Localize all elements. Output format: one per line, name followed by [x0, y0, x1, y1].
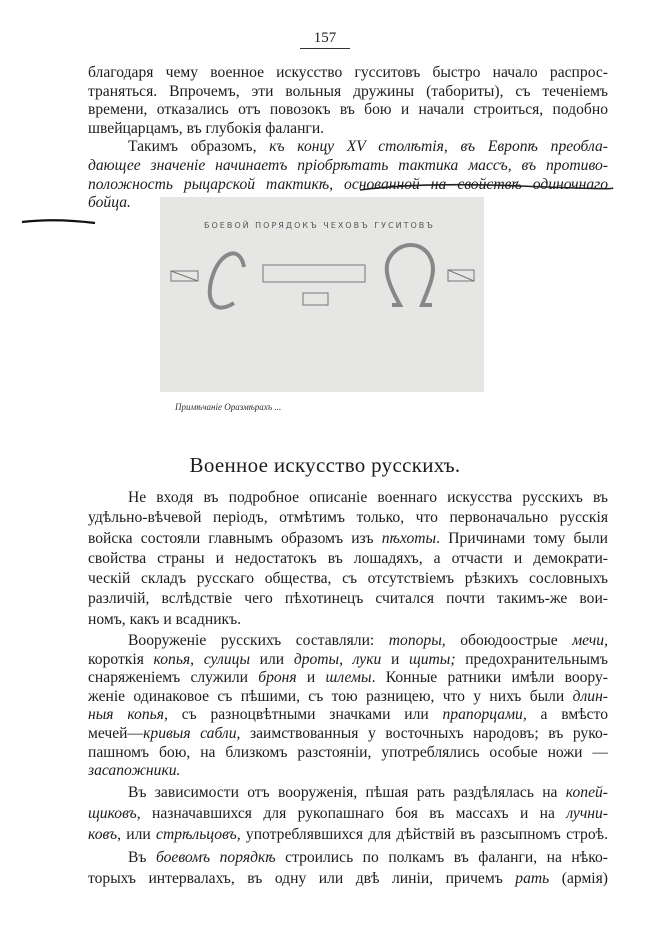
omega-shaped-wagon-line — [387, 245, 433, 305]
italic-text: мечи, — [572, 632, 608, 649]
text-span: пашномъ бою, на близкомъ разстояніи, употреблялись особые ножи — — [88, 743, 608, 761]
text-line — [88, 706, 608, 725]
text-span: номъ, какъ и всадникъ. — [88, 610, 242, 628]
italic-text: кривыя сабли, — [143, 724, 241, 742]
italic-text: засапожники. — [88, 762, 181, 780]
italic-text: броня — [258, 669, 297, 687]
handwritten-underline — [360, 185, 613, 190]
paragraph-block — [88, 783, 608, 846]
text-line — [88, 569, 608, 589]
text-span: заимствованныя у восточныхъ народовъ; въ руко- — [240, 724, 608, 742]
text-span: употреблявшихся для дѣйствій въ разсыпномъ строѣ. — [240, 825, 608, 843]
paragraph-block — [88, 488, 608, 630]
text-span: различій, вслѣдствіе чего пѣхотинецъ считался почти такимъ-же вои- — [88, 590, 608, 608]
italic-text: стрѣльцовъ, — [156, 825, 241, 843]
page-number: 157 — [300, 30, 350, 49]
text-span: (армія) — [549, 869, 609, 887]
text-span: , — [190, 650, 204, 668]
italic-text: щиты; — [408, 650, 456, 668]
italic-text: дроты, луки — [293, 650, 382, 668]
wagon-left-rect — [171, 271, 198, 281]
paragraph-block — [88, 632, 608, 781]
italic-text: щиковъ, — [88, 804, 141, 822]
figure-drawing — [160, 197, 484, 392]
italic-text: сулицы — [203, 650, 251, 668]
figure-caption: БОЕВОЙ ПОРЯДОКЪ ЧЕХОВЪ ГУСИТОВЪ — [204, 221, 435, 230]
text-span: . Конные ратники имѣли воору- — [371, 669, 608, 687]
italic-text: лучни- — [566, 804, 608, 822]
text-line — [88, 651, 608, 670]
italic-text: копья — [153, 650, 191, 668]
italic-text: топоры, — [388, 632, 446, 649]
battle-order-figure — [160, 197, 484, 392]
text-line — [88, 549, 608, 569]
text-span: съ разноцвѣтными значками или — [167, 706, 443, 724]
text-line — [88, 783, 608, 804]
text-line — [88, 869, 608, 890]
italic-text: ныя копья, — [88, 706, 168, 724]
text-span: удѣльно-вѣчевой періодъ, отмѣтимъ только, что первоначально русскія — [88, 509, 608, 527]
italic-text: къ концу XV столѣтія, въ Европѣ преобла- — [269, 138, 608, 156]
italic-text: длин- — [572, 687, 608, 705]
text-line — [88, 610, 608, 630]
text-span: и — [296, 669, 326, 687]
c-shaped-wagon-line — [210, 253, 244, 307]
text-span: войска состояли главнымъ образомъ изъ — [88, 529, 382, 547]
text-line — [88, 848, 608, 869]
text-span: Не входя въ подробное описаніе военнаго искусства русскихъ въ — [128, 489, 608, 506]
wagon-right-rect — [448, 270, 474, 281]
long-wagon-rect — [263, 265, 365, 282]
paragraph-block — [88, 848, 608, 890]
text-span: Въ зависимости отъ вооруженія, пѣшая рать раздѣлялась на — [128, 784, 566, 801]
text-line — [88, 825, 608, 846]
text-span: женіе одинаковое съ пѣшими, съ тою разницею, что у нихъ были — [88, 687, 573, 705]
handwritten-margin-stroke — [22, 220, 95, 223]
italic-text: бойца. — [88, 194, 131, 212]
small-wagon-rect — [303, 293, 328, 305]
text-span: и — [381, 650, 409, 668]
text-span: швейцарцамъ, въ глубокія фаланги. — [88, 119, 325, 137]
text-span: предохранительнымъ — [455, 650, 608, 668]
text-span: а вмѣсто — [526, 706, 608, 724]
text-span: строились по полкамъ въ фаланги, на нѣко- — [275, 849, 608, 866]
text-span: короткія — [88, 650, 154, 668]
text-span: . Причинами тому были — [436, 529, 608, 547]
text-span: Такимъ образомъ, — [128, 138, 270, 156]
text-span: или — [250, 650, 294, 668]
text-span: благодаря чему военное искусство гусситовъ быстро начало распрос- — [88, 64, 608, 81]
text-span: торыхъ интервалахъ, въ одну или двѣ линіи, причемъ — [88, 869, 516, 887]
text-line — [88, 688, 608, 707]
text-line — [88, 669, 608, 688]
text-line — [88, 762, 608, 781]
text-line — [88, 725, 608, 744]
text-span: мечей— — [88, 724, 144, 742]
handwritten-note: Примѣчаніе Оразмѣрахъ ... — [175, 402, 282, 412]
text-span: , или — [117, 825, 157, 843]
section-title: Военное искусство русскихъ. — [189, 453, 461, 477]
text-span: Въ — [128, 849, 156, 866]
text-line — [88, 744, 608, 763]
text-line — [88, 804, 608, 825]
text-line — [88, 529, 608, 549]
italic-text: шлемы — [325, 669, 372, 687]
text-span: свойства страны и недостатокъ въ лошадяхъ, а отчасти и демократи- — [88, 549, 608, 567]
text-span: времени, отказались отъ повозокъ въ бою и начали строиться, подобно — [88, 101, 608, 119]
italic-text: копей- — [565, 784, 608, 801]
text-span: траняться. Впрочемъ, эти вольныя дружины (табориты), съ теченіемъ — [88, 82, 608, 100]
text-line — [88, 632, 608, 651]
text-span: ческій складъ русскаго общества, съ отсутствіемъ рѣзкихъ сословныхъ — [88, 570, 608, 588]
text-span: обоюдоострые — [445, 632, 573, 649]
italic-text: ковъ — [88, 825, 118, 843]
text-line — [88, 589, 608, 609]
text-span: снаряженіемъ служили — [88, 669, 259, 687]
text-line — [88, 508, 608, 528]
italic-text: дающее значеніе начинаетъ пріобрѣтать тактика массъ, въ противо- — [88, 156, 608, 174]
italic-text: рать — [515, 869, 550, 887]
italic-text: положность рыцарской тактикѣ, основанной на свойствѣ одиночнаго — [88, 175, 608, 193]
italic-text: прапорцами, — [442, 706, 527, 724]
italic-text: боевомъ порядкѣ — [155, 849, 276, 866]
italic-text: пѣхоты — [381, 529, 437, 547]
text-line — [88, 488, 608, 508]
text-span: Вооруженіе русскихъ составляли: — [128, 632, 389, 649]
text-span: назначавшихся для рукопашнаго боя въ массахъ и на — [140, 804, 567, 822]
